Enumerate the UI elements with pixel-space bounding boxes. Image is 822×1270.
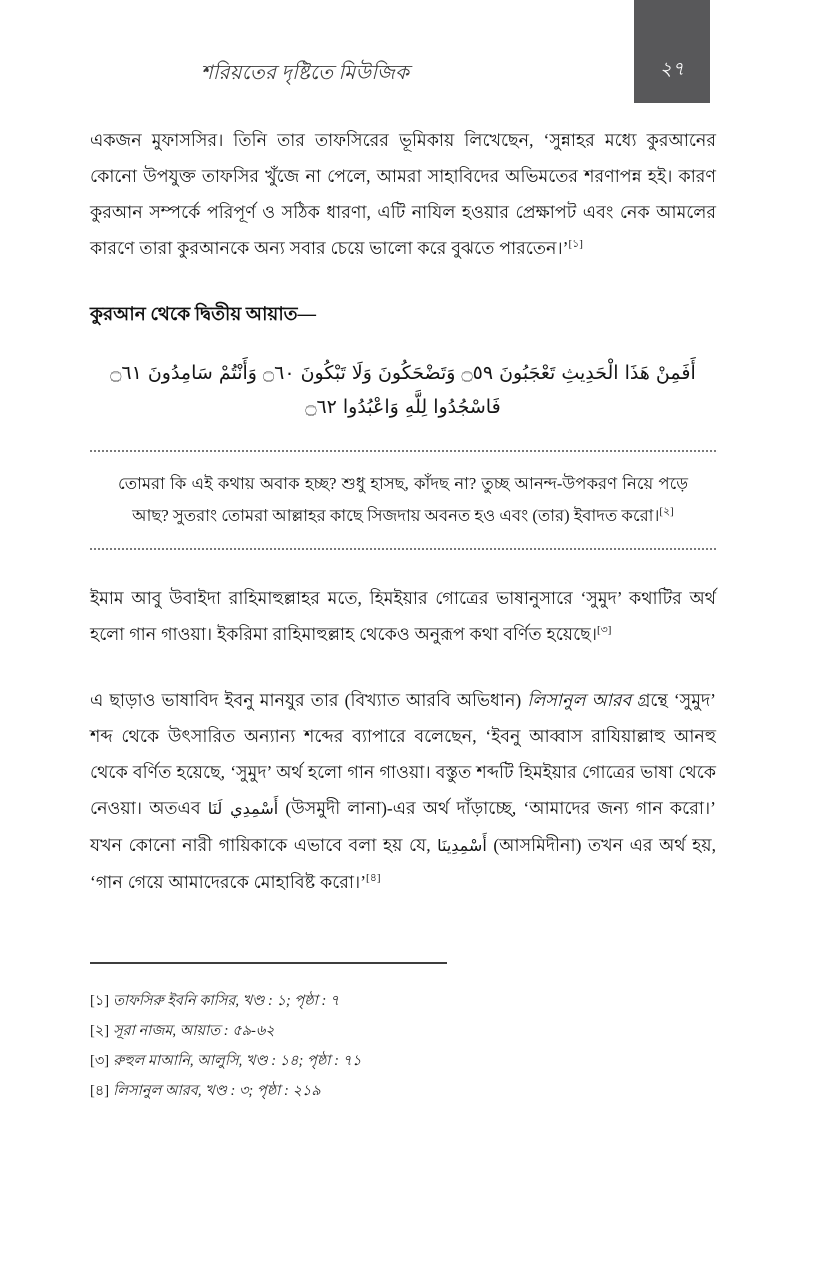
arabic-term-asmidina: أَسْمِدِينَا bbox=[437, 836, 487, 855]
translation-text-wrapper bbox=[118, 468, 688, 532]
footnote-text: সূরা নাজম, আয়াত : ৫৯-৬২ bbox=[113, 1023, 275, 1039]
footnote-ref-2: [২] bbox=[659, 505, 674, 518]
arabic-term-usmudi-lana: أَسْمِدِي لَنَا bbox=[207, 799, 279, 818]
footnote-ref-1: [১] bbox=[568, 238, 583, 251]
footnote-item bbox=[90, 1016, 716, 1046]
page-number-text: ২৭ bbox=[659, 59, 685, 80]
section-heading: কুরআন থেকে দ্বিতীয় আয়াত— bbox=[90, 305, 317, 325]
paragraph-three bbox=[90, 682, 716, 900]
footnote-marker: [২] bbox=[90, 1023, 110, 1039]
paragraph-two-text: ইমাম আবু উবাইদা রাহিমাহুল্লাহর মতে, হিমইয়ার গোত্রের ভাষানুসারে ‘সুমুদ’ কথাটির অর্থ হলো গান গাওয়া। ইকরিমা রাহিমাহুল্লাহ থেকেও অনুরূপ কথা বর্ণিত হয়েছে। bbox=[90, 588, 716, 644]
translation-block bbox=[90, 450, 716, 550]
footnote-item bbox=[90, 1046, 716, 1076]
arabic-verse: أَفَمِنْ هَذَا الْحَدِيثِ تَعْجَبُونَ ۝٥٩ وَتَضْحَكُونَ وَلَا تَبْكُونَ ۝٦٠ وَأَنْتُمْ سَامِدُونَ ۝٦١ فَاسْجُدُوا لِلَّهِ وَاعْبُدُوا ۝٦٢ bbox=[110, 362, 696, 418]
paragraph-three-part-c: (উসমুদী লানা)-এর অর্থ দাঁড়াচ্ছে, ‘আমাদের জন্য গান করো।’ যখন কোনো নারী গায়িকাকে এভাবে বলা হয় যে, bbox=[90, 798, 716, 855]
book-title-lisanul-arab: লিসানুল আরব bbox=[527, 690, 632, 710]
footnote-marker: [৩] bbox=[90, 1053, 110, 1069]
footnote-item bbox=[90, 1076, 716, 1106]
footnote-text: রুহুল মাআনি, আলুসি, খণ্ড : ১৪; পৃষ্ঠা : ৭১ bbox=[113, 1053, 362, 1069]
footnote-marker: [৪] bbox=[90, 1083, 110, 1099]
page-header bbox=[0, 0, 822, 110]
footnote-area bbox=[90, 962, 716, 1106]
paragraph-one-text: একজন মুফাসসির। তিনি তার তাফসিরের ভূমিকায় লিখেছেন, ‘সুন্নাহর মধ্যে কুরআনের কোনো উপযুক্ত তাফসির খুঁজে না পেলে, আমরা সাহাবিদের অভিমতের শরণাপন্ন হই। কারণ কুরআন সম্পর্কে পরিপূর্ণ ও সঠিক ধারণা, এটি নাযিল হওয়ার প্রেক্ষাপট এবং নেক আমলের কারণে তারা কুরআনকে অন্য সবার চেয়ে ভালো করে বুঝতে পারতেন।’ bbox=[90, 130, 716, 258]
paragraph-three-part-b: গ্রন্থে ‘সুমুদ’ শব্দ থেকে উৎসারিত অন্যান্য শব্দের ব্যাপারে বলেছেন, ‘ইবনু আব্বাস রাযিয়াল্লাহু আনহু থেকে বর্ণিত হয়েছে, ‘সুমুদ’ অর্থ হলো গান গাওয়া। বস্তুত শব্দটি হিমইয়ার গোত্রের ভাষা থেকে নেওয়া। অতএব bbox=[90, 690, 716, 818]
footnote-separator bbox=[90, 962, 447, 964]
running-title: শরিয়তের দৃষ্টিতে মিউজিক bbox=[200, 62, 410, 84]
page-content bbox=[90, 122, 716, 900]
page-number-badge bbox=[634, 0, 710, 103]
footnote-marker: [১] bbox=[90, 993, 110, 1009]
paragraph-three-part-a: এ ছাড়াও ভাষাবিদ ইবনু মানযুর তার (বিখ্যাত আরবি অভিধান) bbox=[90, 690, 528, 710]
footnote-text: তাফসিরু ইবনি কাসির, খণ্ড : ১; পৃষ্ঠা : ৭ bbox=[113, 993, 340, 1009]
footnote-text: লিসানুল আরব, খণ্ড : ৩; পৃষ্ঠা : ২১৯ bbox=[113, 1083, 321, 1099]
paragraph-three-part-d: (আসমিদীনা) তখন এর অর্থ হয়, ‘গান গেয়ে আমাদেরকে মোহাবিষ্ট করো।’ bbox=[90, 835, 716, 892]
footnote-ref-3: [৩] bbox=[596, 624, 612, 637]
footnote-ref-4: [৪] bbox=[366, 872, 381, 885]
translation-text: তোমরা কি এই কথায় অবাক হচ্ছ? শুধু হাসছ, কাঁদছ না? তুচ্ছ আনন্দ-উপকরণ নিয়ে পড়ে আছ? সুতরাং তোমরা আল্লাহর কাছে সিজদায় অবনত হও এবং (তার) ইবাদত করো। bbox=[118, 474, 688, 525]
paragraph-one bbox=[90, 122, 716, 266]
footnote-item bbox=[90, 986, 716, 1016]
paragraph-two bbox=[90, 580, 716, 652]
